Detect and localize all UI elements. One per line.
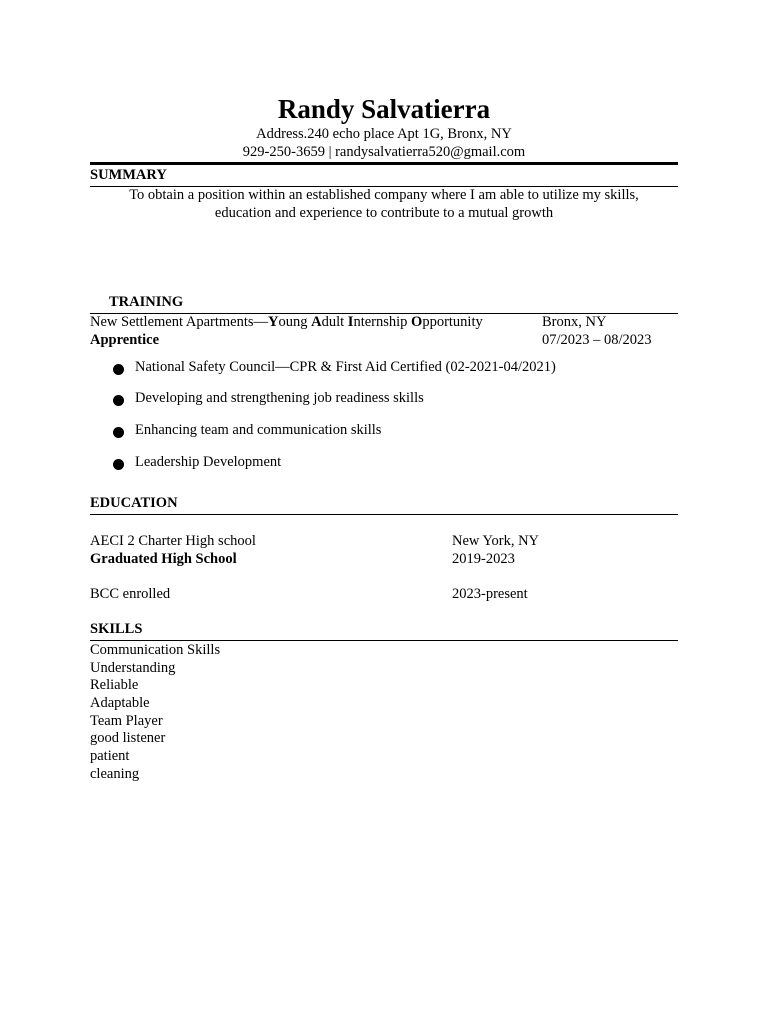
list-item: Understanding xyxy=(90,659,176,676)
education-divider xyxy=(90,514,678,515)
org-a: A xyxy=(311,314,322,330)
education-heading: EDUCATION xyxy=(90,495,178,511)
list-item: Developing and strengthening job readiness skills xyxy=(135,390,424,406)
bullet-icon xyxy=(113,427,124,438)
training-role: Apprentice xyxy=(90,332,160,348)
college-status: BCC enrolled xyxy=(90,586,171,602)
org-pportunity: pportunity xyxy=(422,314,483,330)
applicant-name: Randy Salvatierra xyxy=(277,94,491,124)
list-item: Adaptable xyxy=(90,695,150,712)
org-i: I xyxy=(347,314,354,330)
school-name: AECI 2 Charter High school xyxy=(90,533,256,549)
list-item: National Safety Council—CPR & First Aid Certified (02-2021-04/2021) xyxy=(135,359,556,375)
list-item: good listener xyxy=(90,730,166,747)
contact-line: 929-250-3659 | randysalvatierra520@gmail.com xyxy=(242,144,526,160)
org-o: O xyxy=(411,314,423,330)
list-item: Leadership Development xyxy=(135,454,282,470)
org-dult: dult xyxy=(321,314,348,330)
skills-heading: SKILLS xyxy=(90,621,143,637)
org-prefix: New Settlement Apartments— xyxy=(90,314,268,330)
org-nternship: nternship xyxy=(353,314,412,330)
school-location: New York, NY xyxy=(452,533,540,549)
degree-years: 2019-2023 xyxy=(452,551,515,567)
skills-list xyxy=(90,642,220,784)
training-location: Bronx, NY xyxy=(542,314,607,330)
skills-divider xyxy=(90,640,678,641)
summary-text xyxy=(90,187,678,222)
list-item: Enhancing team and communication skills xyxy=(135,422,382,438)
summary-heading: SUMMARY xyxy=(90,167,167,183)
summary-line-1: To obtain a position within an established company where I am able to utilize my skills, xyxy=(129,187,639,203)
list-item: patient xyxy=(90,748,130,765)
list-item: Reliable xyxy=(90,677,139,694)
training-organization xyxy=(90,314,483,332)
degree-name: Graduated High School xyxy=(90,551,237,567)
org-y: Y xyxy=(268,314,279,330)
college-years: 2023-present xyxy=(452,586,528,602)
bullet-icon xyxy=(113,395,124,406)
list-item: cleaning xyxy=(90,765,140,782)
org-oung: oung xyxy=(278,314,312,330)
address-line: Address.240 echo place Apt 1G, Bronx, NY xyxy=(256,126,512,142)
list-item: Communication Skills xyxy=(90,642,221,658)
header-divider xyxy=(90,162,678,165)
bullet-icon xyxy=(113,459,124,470)
training-heading: TRAINING xyxy=(109,294,184,310)
list-item: Team Player xyxy=(90,712,163,729)
training-dates: 07/2023 – 08/2023 xyxy=(542,332,652,348)
summary-line-2: education and experience to contribute to a mutual growth xyxy=(214,204,554,221)
bullet-icon xyxy=(113,364,124,375)
